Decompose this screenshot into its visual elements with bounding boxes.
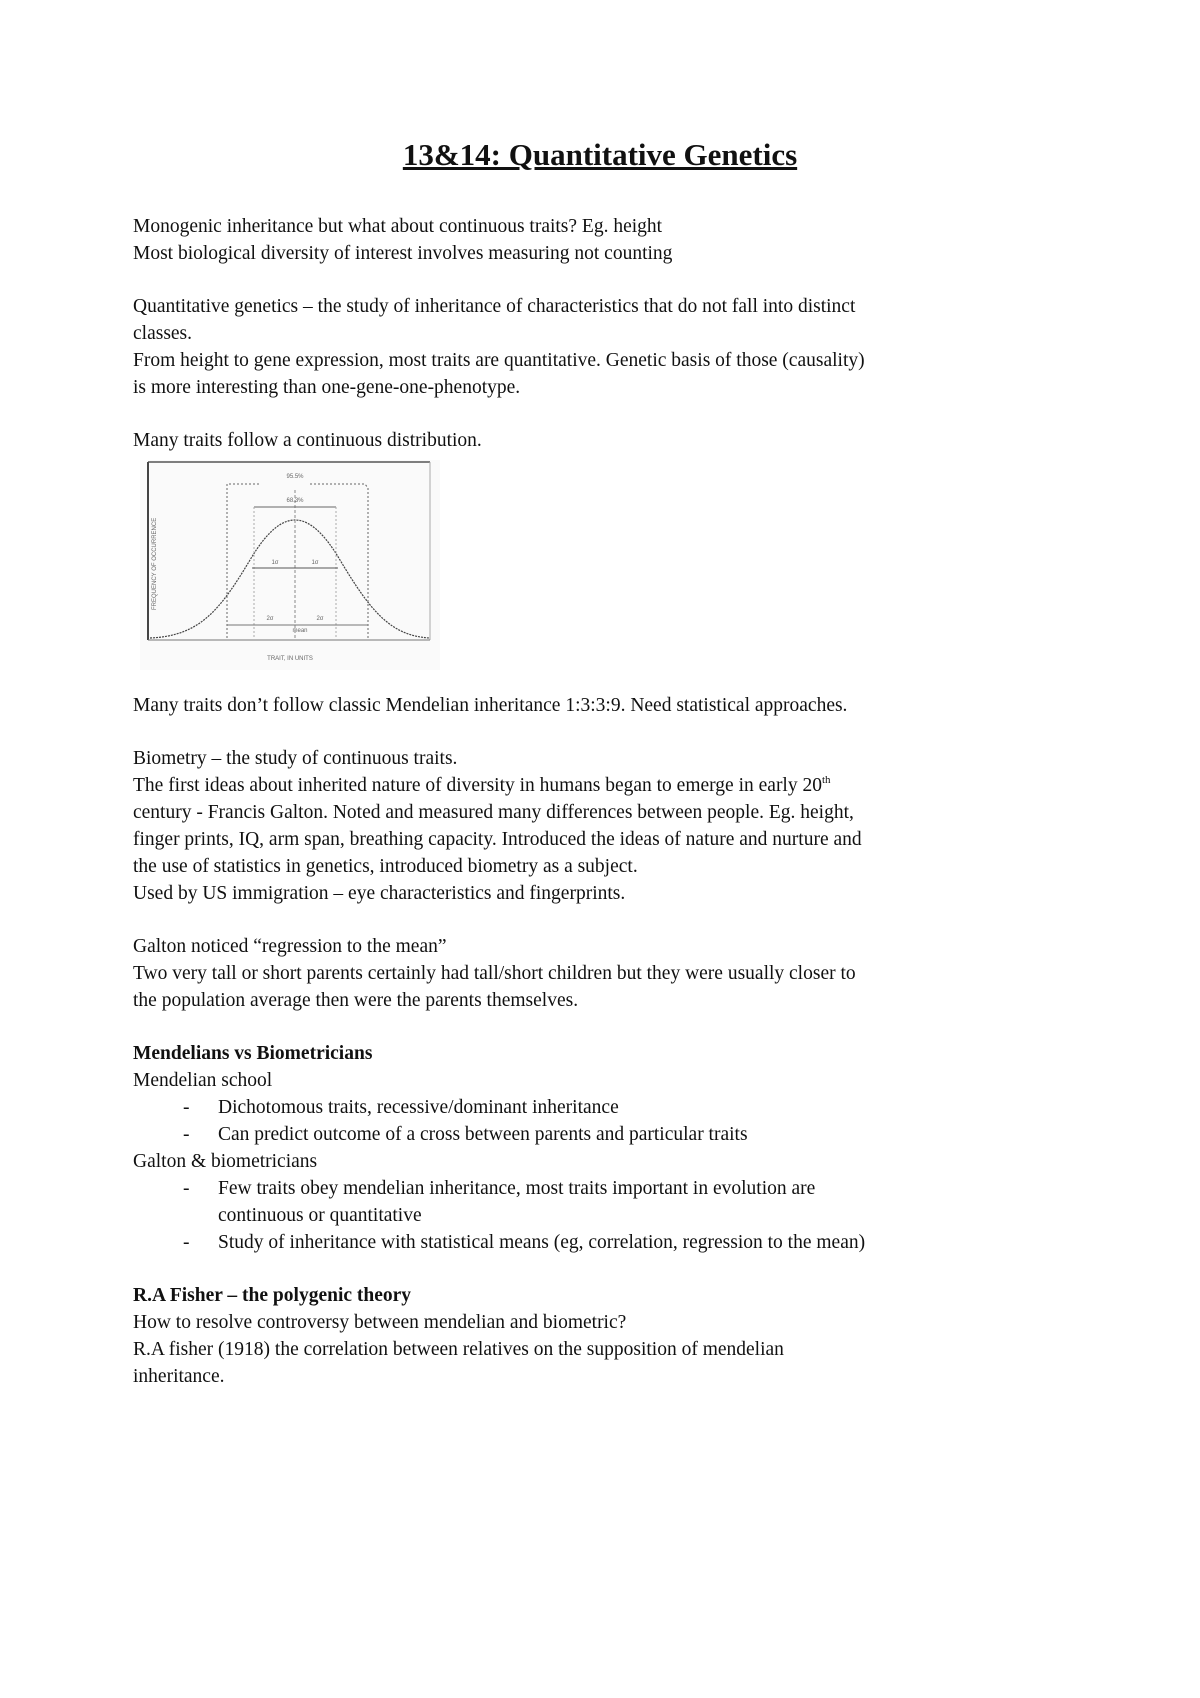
paragraph-line: century - Francis Galton. Noted and measured many differences between people. Eg. height, xyxy=(133,802,854,823)
paragraph-line: Many traits don’t follow classic Mendelian inheritance 1:3:3:9. Need statistical approaches. xyxy=(133,695,848,716)
paragraph-line: finger prints, IQ, arm span, breathing capacity. Introduced the ideas of nature and nurture and xyxy=(133,829,862,850)
paragraph-line: is more interesting than one-gene-one-phenotype. xyxy=(133,377,521,398)
paragraph-line: Used by US immigration – eye characteristics and fingerprints. xyxy=(133,883,626,904)
figure-ylabel: FREQUENCY OF OCCURRENCE xyxy=(152,517,158,610)
paragraph-line xyxy=(133,774,831,798)
section-heading: Mendelians vs Biometricians xyxy=(133,1043,373,1064)
paragraph-line: the population average then were the parents themselves. xyxy=(133,990,579,1011)
figure-label: 2σ xyxy=(316,616,324,622)
paragraph-line: Quantitative genetics – the study of inheritance of characteristics that do not fall into distinct xyxy=(133,296,856,317)
bullet-item: Dichotomous traits, recessive/dominant inheritance xyxy=(218,1097,619,1118)
normal-distribution-figure xyxy=(140,460,440,670)
paragraph-line: Biometry – the study of continuous traits. xyxy=(133,748,458,769)
section-heading: R.A Fisher – the polygenic theory xyxy=(133,1285,412,1306)
paragraph-line: How to resolve controversy between mendelian and biometric? xyxy=(133,1312,627,1333)
paragraph-line: the use of statistics in genetics, introduced biometry as a subject. xyxy=(133,856,638,877)
paragraph-line: inheritance. xyxy=(133,1366,225,1387)
bullet-item: Can predict outcome of a cross between parents and particular traits xyxy=(218,1124,748,1145)
bullet-item: Study of inheritance with statistical means (eg, correlation, regression to the mean) xyxy=(218,1232,866,1253)
bullet-item: Few traits obey mendelian inheritance, most traits important in evolution are xyxy=(218,1178,816,1199)
paragraph-line: Two very tall or short parents certainly had tall/short children but they were usually closer to xyxy=(133,963,856,984)
figure-label: 1σ xyxy=(311,560,319,566)
paragraph-line: Galton & biometricians xyxy=(133,1151,318,1172)
figure-label: mean xyxy=(292,628,308,634)
bullet-dash: - xyxy=(183,1232,190,1253)
paragraph-line: R.A fisher (1918) the correlation between relatives on the supposition of mendelian xyxy=(133,1339,784,1360)
figure-label: 2σ xyxy=(266,616,274,622)
paragraph-line: From height to gene expression, most traits are quantitative. Genetic basis of those (causality) xyxy=(133,350,865,371)
bullet-dash: - xyxy=(183,1178,190,1199)
superscript: th xyxy=(821,774,831,786)
figure-label: 95.5% xyxy=(286,474,304,480)
bullet-item-continued: continuous or quantitative xyxy=(218,1205,422,1226)
paragraph-line: Mendelian school xyxy=(133,1070,273,1091)
figure-xlabel: TRAIT, IN UNITS xyxy=(267,656,313,662)
figure-label: 1σ xyxy=(271,560,279,566)
bullet-dash: - xyxy=(183,1097,190,1118)
paragraph-line: Many traits follow a continuous distribution. xyxy=(133,430,482,451)
page-title: 13&14: Quantitative Genetics xyxy=(402,137,798,172)
figure-label: 68.3% xyxy=(286,498,304,504)
paragraph-line: classes. xyxy=(133,323,193,344)
paragraph-line: Most biological diversity of interest involves measuring not counting xyxy=(133,243,673,264)
text: The first ideas about inherited nature of diversity in humans began to emerge in early 20 xyxy=(133,775,822,796)
paragraph-line: Galton noticed “regression to the mean” xyxy=(133,936,447,957)
paragraph-line: Monogenic inheritance but what about continuous traits? Eg. height xyxy=(133,216,663,237)
bullet-dash: - xyxy=(183,1124,190,1145)
